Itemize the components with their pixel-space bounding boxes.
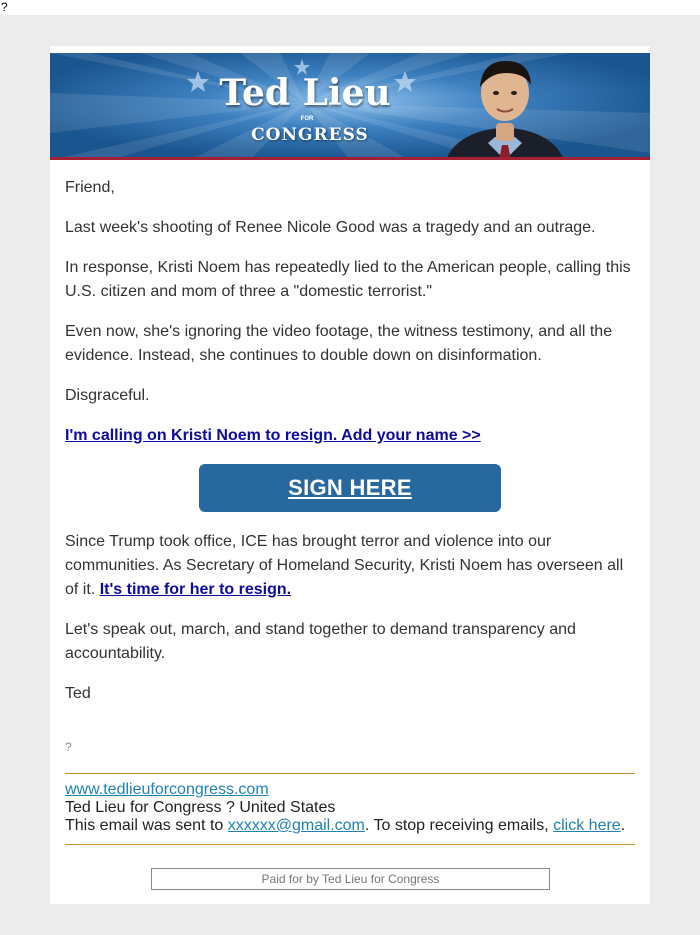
paragraph-3: Even now, she's ignoring the video footage, the witness testimony, and all the evidence. Instead, she continues to double down on disinformation. bbox=[65, 323, 613, 364]
paragraph-4: Disgraceful. bbox=[65, 387, 150, 404]
paragraph-6: Let's speak out, march, and stand together to demand transparency and accountability. bbox=[65, 621, 576, 662]
recipient-email-link[interactable]: xxxxxx@gmail.com bbox=[227, 817, 365, 834]
logo-subtitle: CONGRESS bbox=[251, 125, 369, 145]
logo-title: Ted Lieu bbox=[219, 72, 391, 114]
sent-suffix: . bbox=[620, 817, 626, 834]
footer bbox=[65, 781, 635, 835]
header-accent-strip bbox=[50, 157, 650, 160]
website-link[interactable]: www.tedlieuforcongress.com bbox=[65, 781, 269, 798]
paragraph-5-text: Since Trump took office, ICE has brought terror and violence into our communities. As Secretary of Homeland Security, Kristi Noem has overseen all of it. bbox=[65, 533, 624, 598]
unsubscribe-link[interactable]: click here bbox=[553, 817, 621, 834]
sign-button-wrap bbox=[65, 464, 635, 512]
top-mark bbox=[0, 0, 700, 15]
cta-paragraph bbox=[65, 424, 635, 448]
greeting: Friend, bbox=[65, 179, 115, 196]
footer-qmark: ? bbox=[65, 740, 72, 754]
email-body bbox=[65, 176, 635, 722]
resign-link[interactable]: It's time for her to resign. bbox=[99, 581, 292, 598]
signoff: Ted bbox=[65, 685, 91, 702]
add-your-name-link[interactable]: I'm calling on Kristi Noem to resign. Add your name >> bbox=[65, 427, 481, 444]
org-line: Ted Lieu for Congress ? United States bbox=[65, 799, 336, 816]
sign-here-button[interactable]: SIGN HERE bbox=[199, 464, 501, 512]
paid-for-box: Paid for by Ted Lieu for Congress bbox=[151, 868, 550, 890]
email-container bbox=[50, 46, 650, 904]
paragraph-5 bbox=[65, 530, 635, 602]
footer-divider-bottom bbox=[65, 844, 635, 845]
paragraph-1: Last week's shooting of Renee Nicole Good was a tragedy and an outrage. bbox=[65, 219, 596, 236]
header-banner bbox=[50, 53, 650, 160]
logo-for: FOR bbox=[300, 116, 314, 122]
sent-line bbox=[65, 817, 635, 835]
footer-divider-top bbox=[65, 773, 635, 774]
top-mark-text: ? bbox=[1, 0, 8, 14]
paragraph-2: In response, Kristi Noem has repeatedly lied to the American people, calling this U.S. citizen and mom of three a "domestic terrorist." bbox=[65, 259, 631, 300]
sent-prefix: This email was sent to bbox=[65, 817, 228, 834]
sent-middle: . To stop receiving emails, bbox=[364, 817, 554, 834]
